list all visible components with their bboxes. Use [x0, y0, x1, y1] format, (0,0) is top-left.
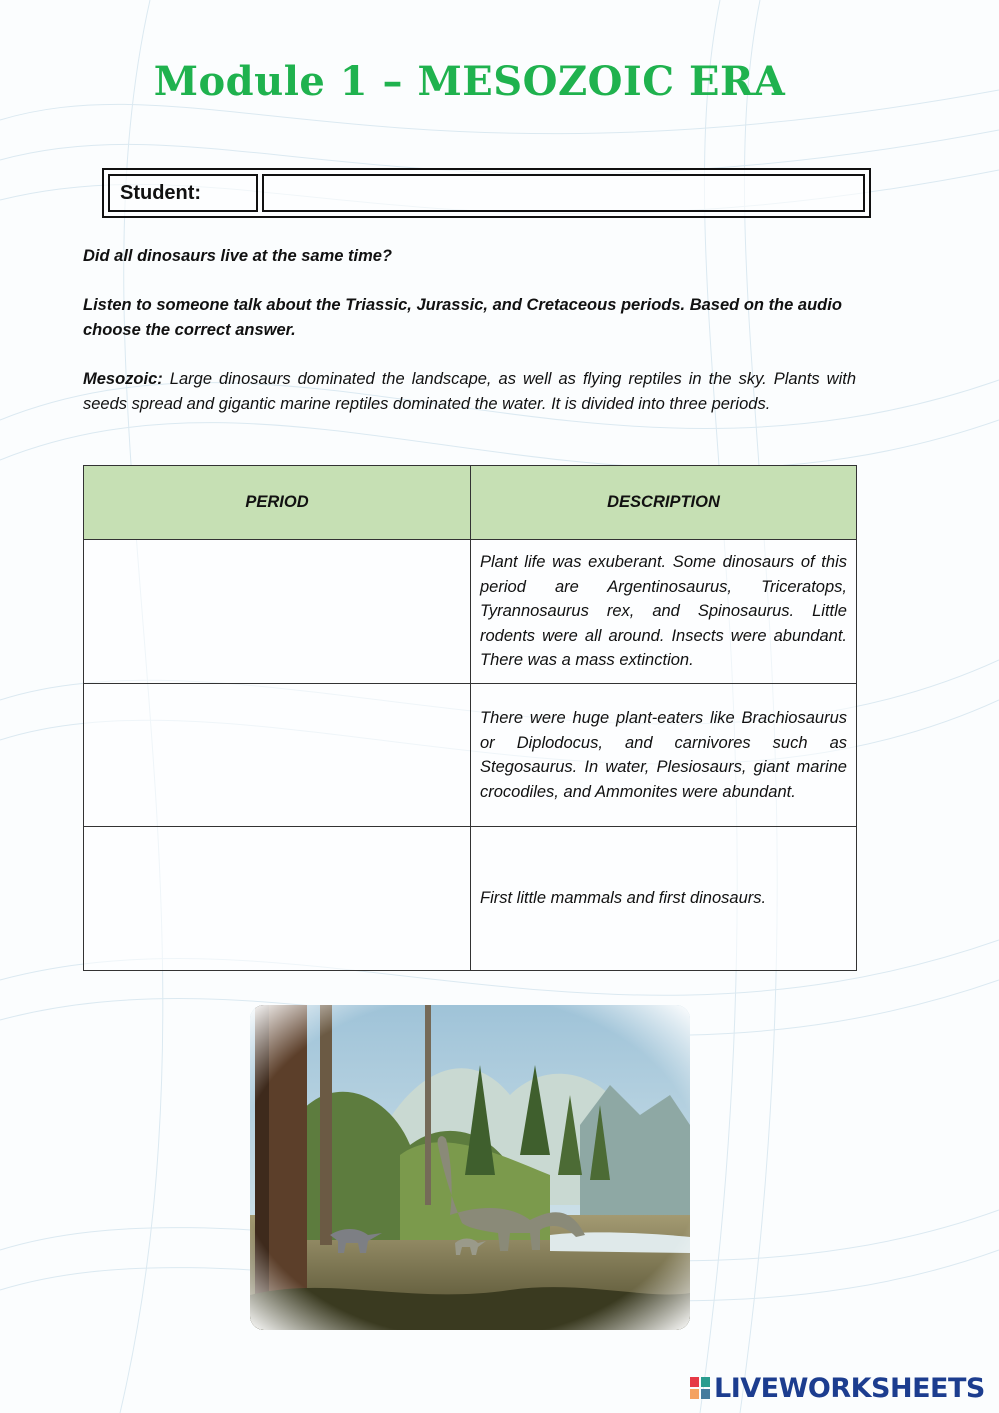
liveworksheets-logo-text: LIVEWORKSHEETS	[714, 1372, 985, 1404]
period-answer-1[interactable]	[84, 540, 471, 684]
periods-table	[83, 465, 857, 971]
mesozoic-description: Large dinosaurs dominated the landscape, as well as flying reptiles in the sky. Plants with seeds spread and gigantic marine reptiles dominated the water. It is divided into three periods.	[83, 370, 856, 413]
student-box	[102, 168, 871, 218]
description-header: DESCRIPTION	[471, 466, 857, 540]
dinosaur-landscape-image	[250, 1005, 690, 1330]
student-label: Student:	[108, 174, 258, 212]
liveworksheets-logo-icon	[690, 1377, 710, 1399]
mesozoic-paragraph	[83, 367, 856, 416]
period-description-2: There were huge plant-eaters like Brachiosaurus or Diplodocus, and carnivores such as Stegosaurus. In water, Plesiosaurs, giant marine crocodiles, and Ammonites were abundant.	[471, 684, 857, 827]
student-name-field[interactable]	[262, 174, 865, 212]
table-row	[84, 827, 857, 971]
period-header: PERIOD	[84, 466, 471, 540]
mesozoic-term: Mesozoic:	[83, 370, 163, 388]
period-description-1: Plant life was exuberant. Some dinosaurs of this period are Argentinosaurus, Triceratops, Tyrannosaurus rex, and Spinosaurus. Little rodents were all around. Insects were abundant. There was a mass extinction.	[471, 540, 857, 684]
period-description-3: First little mammals and first dinosaurs.	[471, 827, 857, 971]
question-text: Did all dinosaurs live at the same time?	[83, 247, 393, 265]
liveworksheets-logo	[690, 1372, 985, 1404]
instructions-text: Listen to someone talk about the Triassic, Jurassic, and Cretaceous periods. Based on the audio choose the correct answer.	[83, 296, 842, 339]
table-header-row	[84, 466, 857, 540]
table-row	[84, 540, 857, 684]
dinosaur-landscape-illustration	[250, 1005, 690, 1330]
table-row	[84, 684, 857, 827]
period-answer-3[interactable]	[84, 827, 471, 971]
page-title: Module 1 – MESOZOIC ERA	[153, 58, 786, 105]
period-answer-2[interactable]	[84, 684, 471, 827]
